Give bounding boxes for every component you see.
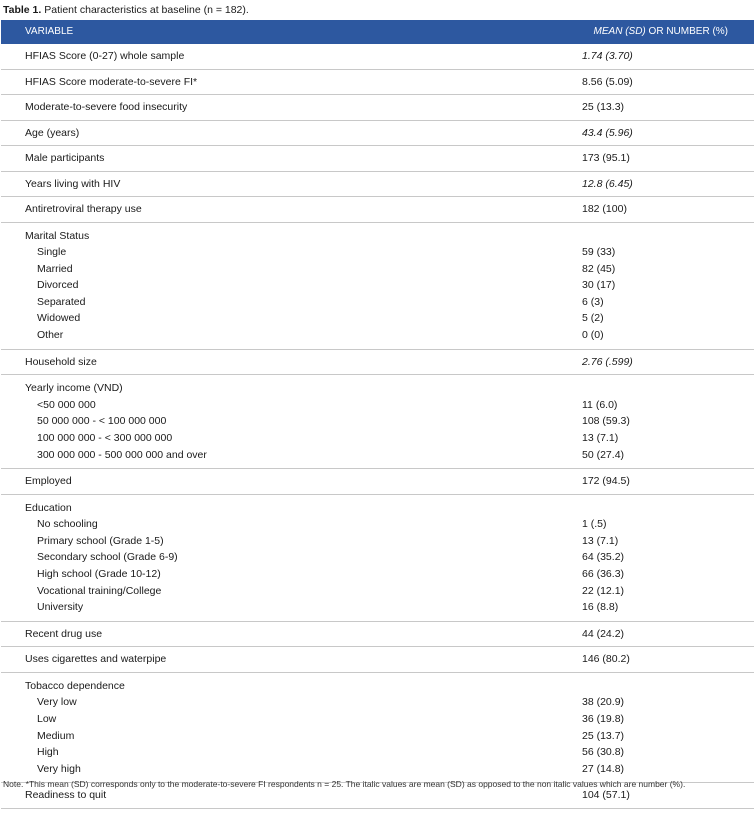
sub-row-value: 50 (27.4) (582, 448, 625, 461)
table-row (1, 350, 754, 376)
header-mean (594, 20, 728, 44)
header-mean-sd: MEAN (SD) (593, 26, 646, 37)
sub-row (1, 294, 754, 311)
sub-row-label: Secondary school (Grade 6-9) (37, 551, 178, 564)
group-heading: Marital Status (25, 229, 90, 242)
sub-row (1, 327, 754, 344)
sub-row-value: 66 (36.3) (582, 568, 625, 580)
table-row (1, 121, 754, 147)
row-label: Recent drug use (25, 627, 103, 640)
sub-row-label: 50 000 000 - < 100 000 000 (37, 415, 167, 428)
row-value: 2.76 (.599) (582, 355, 633, 368)
table-row (1, 70, 754, 96)
header-or-number: OR NUMBER (%) (648, 26, 728, 37)
sub-row-label: High school (Grade 10-12) (37, 568, 161, 580)
row-value: 12.8 (6.45) (582, 177, 633, 190)
sub-row-label: Single (37, 246, 67, 259)
sub-row-value: 108 (59.3) (582, 415, 630, 428)
sub-row-label: Vocational training/College (37, 584, 162, 597)
sub-row (1, 413, 754, 430)
sub-row-label: Other (37, 329, 64, 342)
sub-row-label: Medium (37, 729, 75, 742)
sub-row (1, 761, 754, 778)
row-label: Antiretroviral therapy use (25, 203, 142, 215)
row-label: Readiness to quit (25, 789, 107, 802)
sub-row (1, 447, 754, 464)
table-body (1, 44, 754, 809)
sub-row (1, 310, 754, 327)
group-heading-line (1, 380, 754, 397)
sub-row-label: No schooling (37, 518, 98, 531)
sub-row-label: Separated (37, 295, 86, 308)
row-value: 44 (24.2) (582, 627, 625, 640)
sub-row (1, 694, 754, 711)
table-row (1, 647, 754, 673)
group-heading: Education (25, 501, 72, 514)
row-value: 172 (94.5) (582, 475, 630, 488)
table-title: Patient characteristics at baseline (n = 182). (44, 4, 249, 16)
row-label: Household size (25, 355, 97, 368)
sub-row-label: Divorced (37, 279, 79, 292)
sub-row-value: 27 (14.8) (582, 762, 625, 775)
row-value: 25 (13.3) (582, 101, 625, 113)
sub-row-value: 11 (6.0) (582, 398, 618, 411)
row-value: 146 (80.2) (582, 653, 630, 666)
table-row-group (1, 223, 754, 350)
sub-row-value: 5 (2) (582, 312, 604, 325)
table-row (1, 44, 754, 70)
sub-row-value: 16 (8.8) (582, 601, 619, 614)
sub-row-value: 6 (3) (582, 295, 604, 308)
table-row-group (1, 673, 754, 784)
sub-row (1, 583, 754, 600)
sub-row (1, 261, 754, 278)
row-value: 182 (100) (582, 203, 627, 215)
sub-row (1, 430, 754, 447)
sub-row (1, 711, 754, 728)
sub-row-value: 30 (17) (582, 279, 616, 292)
sub-row-value: 0 (0) (582, 329, 604, 342)
sub-row-label: Very high (37, 762, 81, 775)
sub-row-label: Married (37, 262, 73, 275)
sub-row-value: 59 (33) (582, 246, 616, 259)
row-label: HFIAS Score moderate-to-severe FI* (25, 75, 198, 88)
sub-row (1, 244, 754, 261)
row-label: Age (years) (25, 126, 80, 139)
sub-row (1, 744, 754, 761)
table-row (1, 95, 754, 121)
row-label: Male participants (25, 152, 105, 164)
sub-row (1, 566, 754, 583)
sub-row-label: High (37, 746, 59, 759)
group-heading: Tobacco dependence (25, 679, 125, 692)
table-row (1, 622, 754, 648)
row-label: Uses cigarettes and waterpipe (25, 653, 167, 666)
table-row (1, 172, 754, 198)
row-label: Moderate-to-severe food insecurity (25, 101, 188, 113)
sub-row-label: 300 000 000 - 500 000 000 and over (37, 448, 207, 461)
table-row-group (1, 495, 754, 622)
sub-row-value: 1 (.5) (582, 518, 607, 531)
group-heading-line (1, 678, 754, 695)
table-row (1, 469, 754, 495)
sub-row-label: Low (37, 712, 57, 725)
row-label: HFIAS Score (0-27) whole sample (25, 50, 185, 62)
sub-row (1, 549, 754, 566)
sub-row (1, 277, 754, 294)
group-heading-line (1, 500, 754, 517)
sub-row-label: 100 000 000 - < 300 000 000 (37, 431, 173, 444)
table-row (1, 197, 754, 223)
sub-row-label: Very low (37, 696, 77, 709)
sub-row-label: <50 000 000 (37, 398, 96, 411)
table-caption (3, 1, 249, 19)
header-variable: VARIABLE (25, 26, 74, 37)
sub-row-value: 36 (19.8) (582, 712, 625, 725)
table-row (1, 146, 754, 172)
group-heading-line (1, 228, 754, 245)
table-note: Note. *This mean (SD) corresponds only to the moderate-to-severe FI respondents n = 25. The italic values are mean (SD) as opposed to the non italic values which are number (%). (3, 779, 686, 789)
sub-row-value: 13 (7.1) (582, 431, 619, 444)
sub-row-label: Widowed (37, 312, 81, 325)
sub-row (1, 397, 754, 414)
row-value: 173 (95.1) (582, 152, 630, 164)
sub-row (1, 533, 754, 550)
row-value: 43.4 (5.96) (582, 126, 633, 139)
row-label: Years living with HIV (25, 177, 121, 190)
table-header (1, 20, 754, 44)
table-row-group (1, 375, 754, 469)
sub-row-value: 56 (30.8) (582, 746, 625, 759)
sub-row-label: Primary school (Grade 1-5) (37, 534, 164, 547)
sub-row-value: 25 (13.7) (582, 729, 625, 742)
row-value: 1.74 (3.70) (582, 50, 633, 62)
row-value: 104 (57.1) (582, 789, 630, 802)
sub-row-value: 22 (12.1) (582, 584, 625, 597)
row-label: Employed (25, 475, 72, 488)
sub-row (1, 728, 754, 745)
group-heading: Yearly income (VND) (25, 382, 123, 395)
sub-row-value: 13 (7.1) (582, 534, 619, 547)
row-value: 8.56 (5.09) (582, 75, 633, 88)
sub-row (1, 599, 754, 616)
sub-row-value: 38 (20.9) (582, 696, 625, 709)
sub-row (1, 516, 754, 533)
sub-row-label: University (37, 601, 84, 614)
sub-row-value: 82 (45) (582, 262, 616, 275)
sub-row-value: 64 (35.2) (582, 551, 625, 564)
table-label: Table 1. (3, 4, 42, 16)
